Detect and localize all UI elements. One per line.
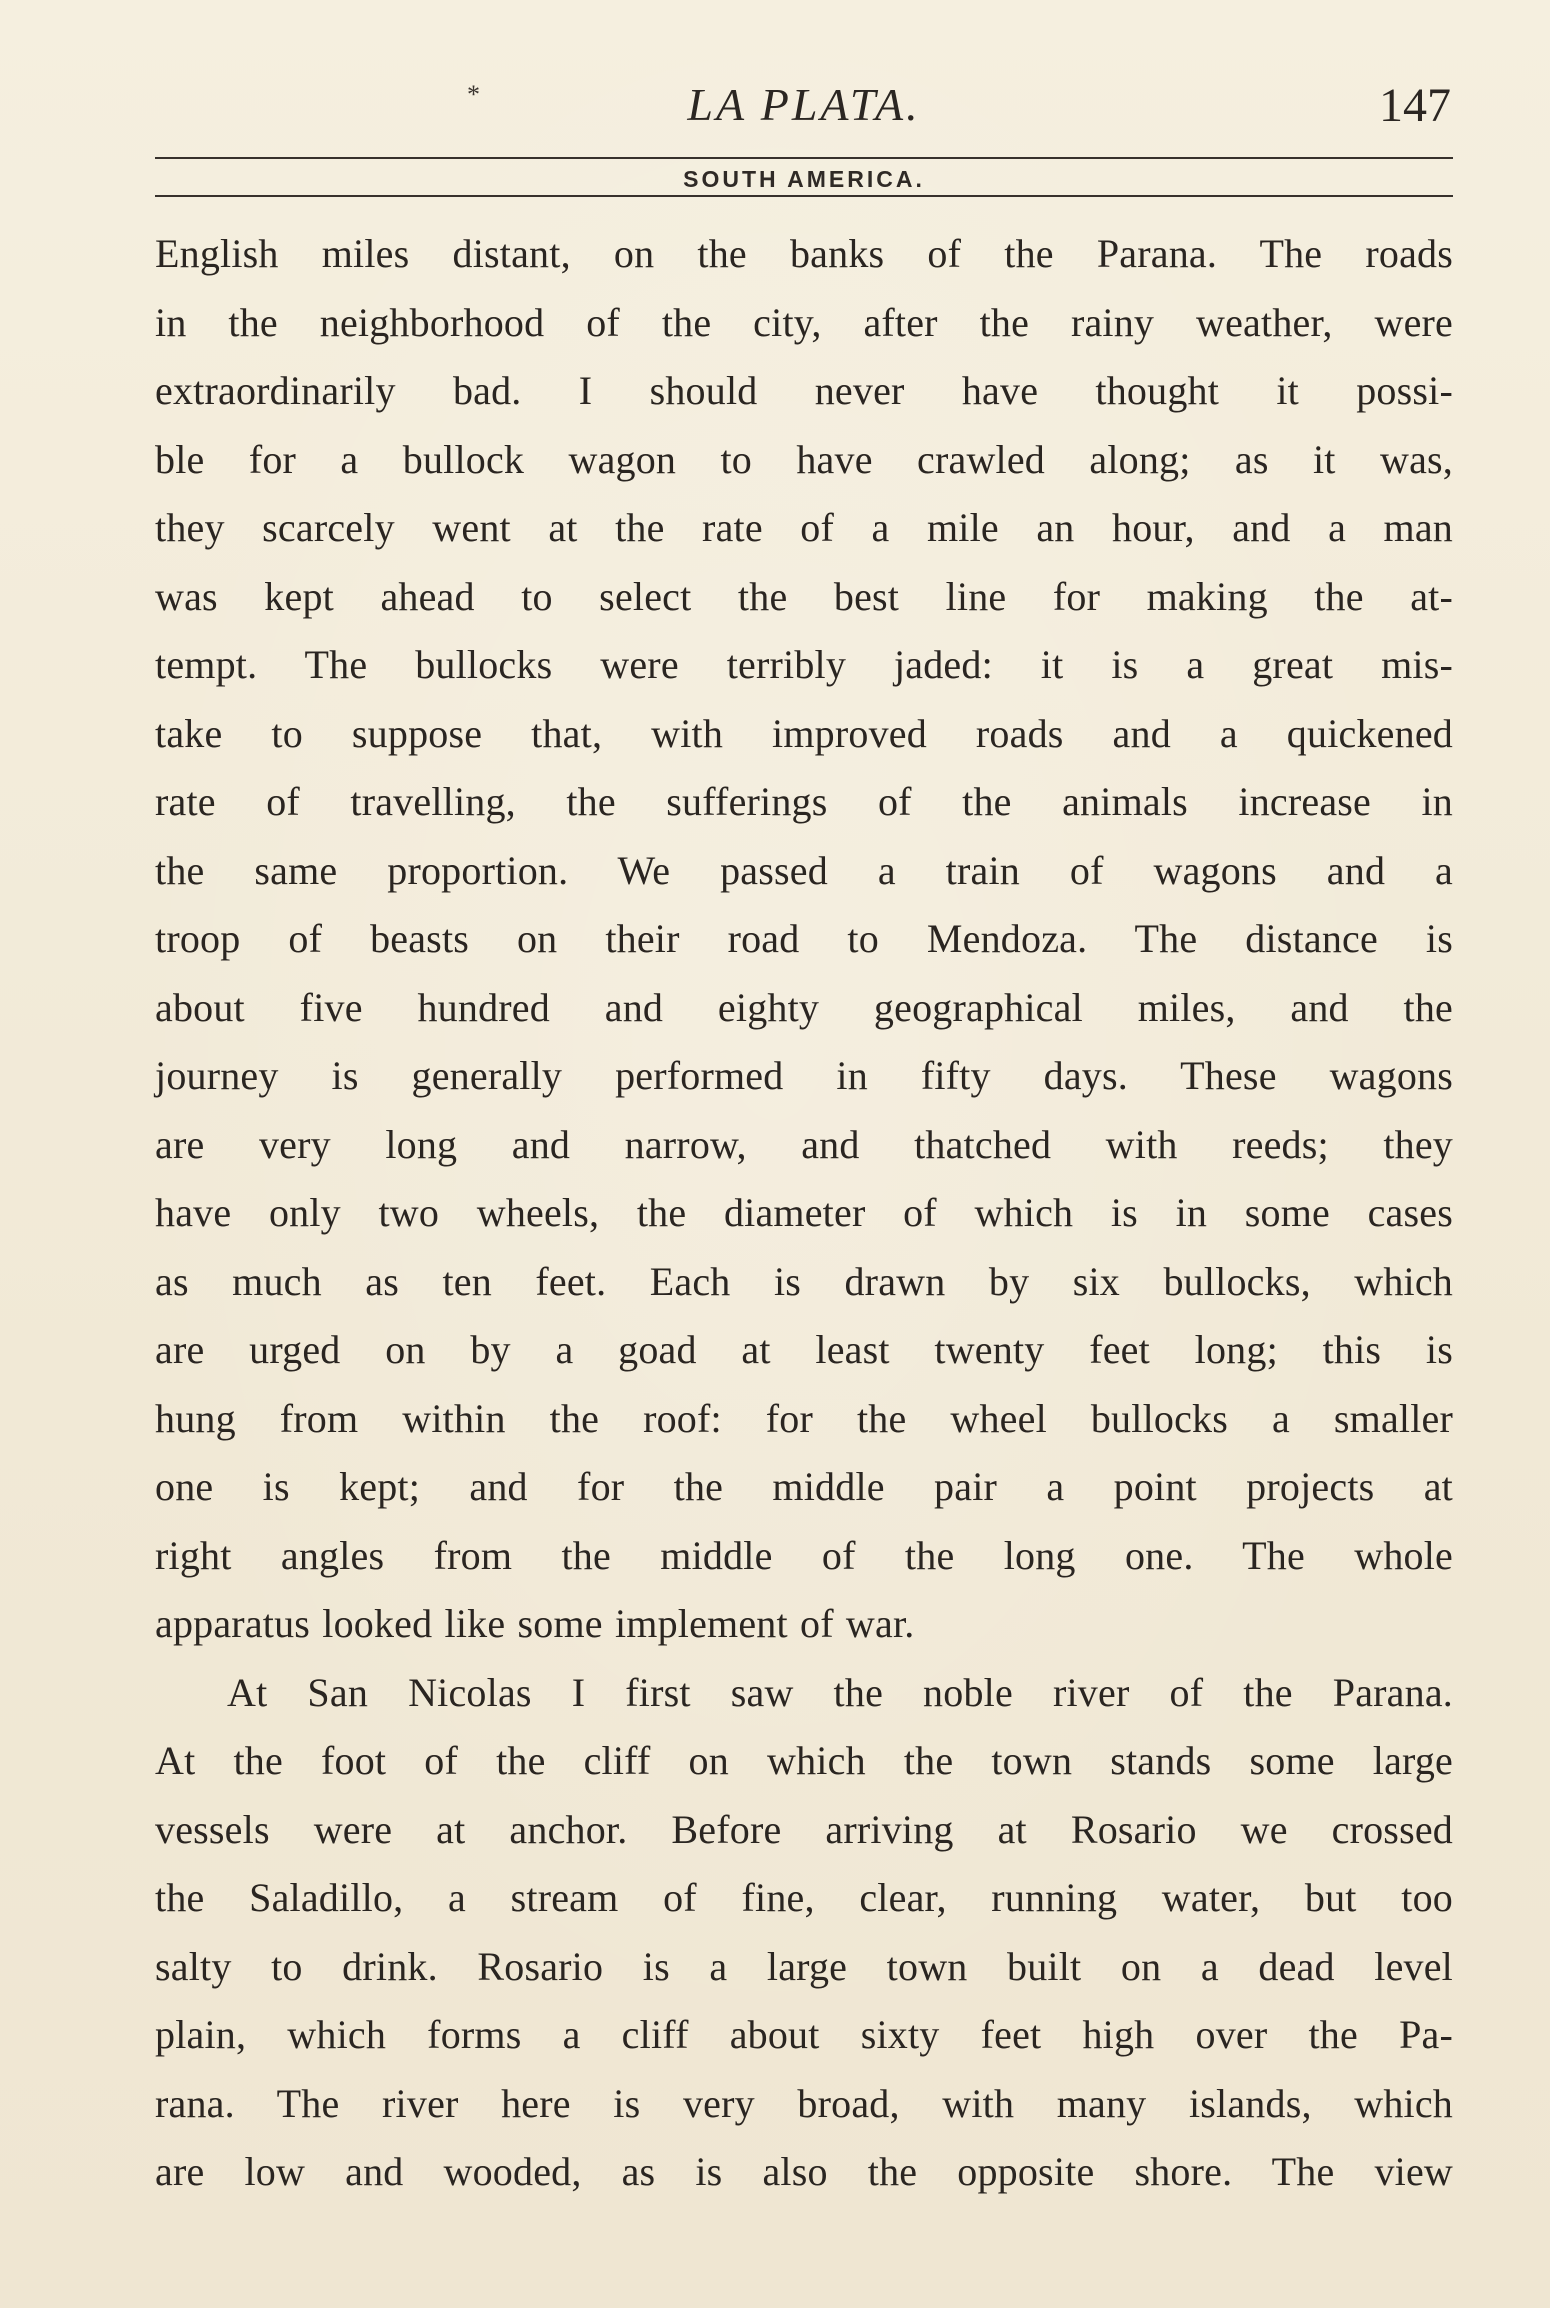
header-rule-lower: [155, 195, 1453, 197]
page-number: 147: [1379, 79, 1451, 132]
text-line: are low and wooded, as is also the opposite shore. The view: [155, 2149, 1453, 2194]
text-line: salty to drink. Rosario is a large town built on a dead level: [155, 1943, 1453, 1989]
text-line: are very long and narrow, and thatched with reeds; they: [155, 1121, 1453, 1167]
header-rule-upper: [155, 157, 1453, 159]
section-subhead: SOUTH AMERICA.: [683, 166, 925, 192]
text-line: one is kept; and for the middle pair a point projects at: [155, 1464, 1453, 1509]
text-line: At San Nicolas I first saw the noble river of the Parana.: [227, 1669, 1453, 1715]
text-line: extraordinarily bad. I should never have thought it possi-: [155, 368, 1453, 413]
text-line: tempt. The bullocks were terribly jaded: it is a great mis-: [155, 642, 1453, 687]
text-line: as much as ten feet. Each is drawn by six bullocks, which: [155, 1258, 1453, 1304]
text-line: was kept ahead to select the best line for making the at-: [155, 573, 1453, 619]
text-line: ble for a bullock wagon to have crawled along; as it was,: [155, 436, 1453, 482]
text-line: troop of beasts on their road to Mendoza. The distance is: [155, 916, 1453, 961]
running-head: [155, 72, 1453, 152]
text-line: the same proportion. We passed a train of wagons and a: [155, 847, 1453, 893]
running-title: LA PLATA.: [687, 79, 921, 130]
text-line: rana. The river here is very broad, with many islands, which: [155, 2080, 1453, 2126]
text-line: right angles from the middle of the long one. The whole: [155, 1532, 1453, 1578]
text-line: At the foot of the cliff on which the town stands some large: [155, 1738, 1453, 1783]
text-line: in the neighborhood of the city, after the rainy weather, were: [155, 299, 1453, 345]
text-line: are urged on by a goad at least twenty feet long; this is: [155, 1327, 1453, 1372]
ornament-mark: *: [467, 80, 480, 109]
paragraph-1: [155, 220, 1453, 1659]
text-line: English miles distant, on the banks of the Parana. The roads: [155, 231, 1453, 276]
text-line: take to suppose that, with improved roads and a quickened: [155, 710, 1453, 756]
text-line: hung from within the roof: for the wheel bullocks a smaller: [155, 1395, 1453, 1441]
text-line: rate of travelling, the sufferings of the animals increase in: [155, 779, 1453, 824]
text-line: journey is generally performed in fifty days. These wagons: [155, 1053, 1453, 1098]
text-line: plain, which forms a cliff about sixty feet high over the Pa-: [155, 2012, 1453, 2057]
text-line: apparatus looked like some implement of war.: [155, 1601, 915, 1646]
text-line: have only two wheels, the diameter of which is in some cases: [155, 1190, 1453, 1235]
text-line: vessels were at anchor. Before arriving at Rosario we crossed: [155, 1806, 1453, 1852]
text-line: about five hundred and eighty geographical miles, and the: [155, 984, 1453, 1030]
body-text: [155, 220, 1453, 2207]
text-line: they scarcely went at the rate of a mile an hour, and a man: [155, 505, 1453, 550]
paragraph-2: [155, 1659, 1453, 2207]
text-line: the Saladillo, a stream of fine, clear, running water, but too: [155, 1875, 1453, 1920]
subhead-row: [155, 165, 1453, 193]
